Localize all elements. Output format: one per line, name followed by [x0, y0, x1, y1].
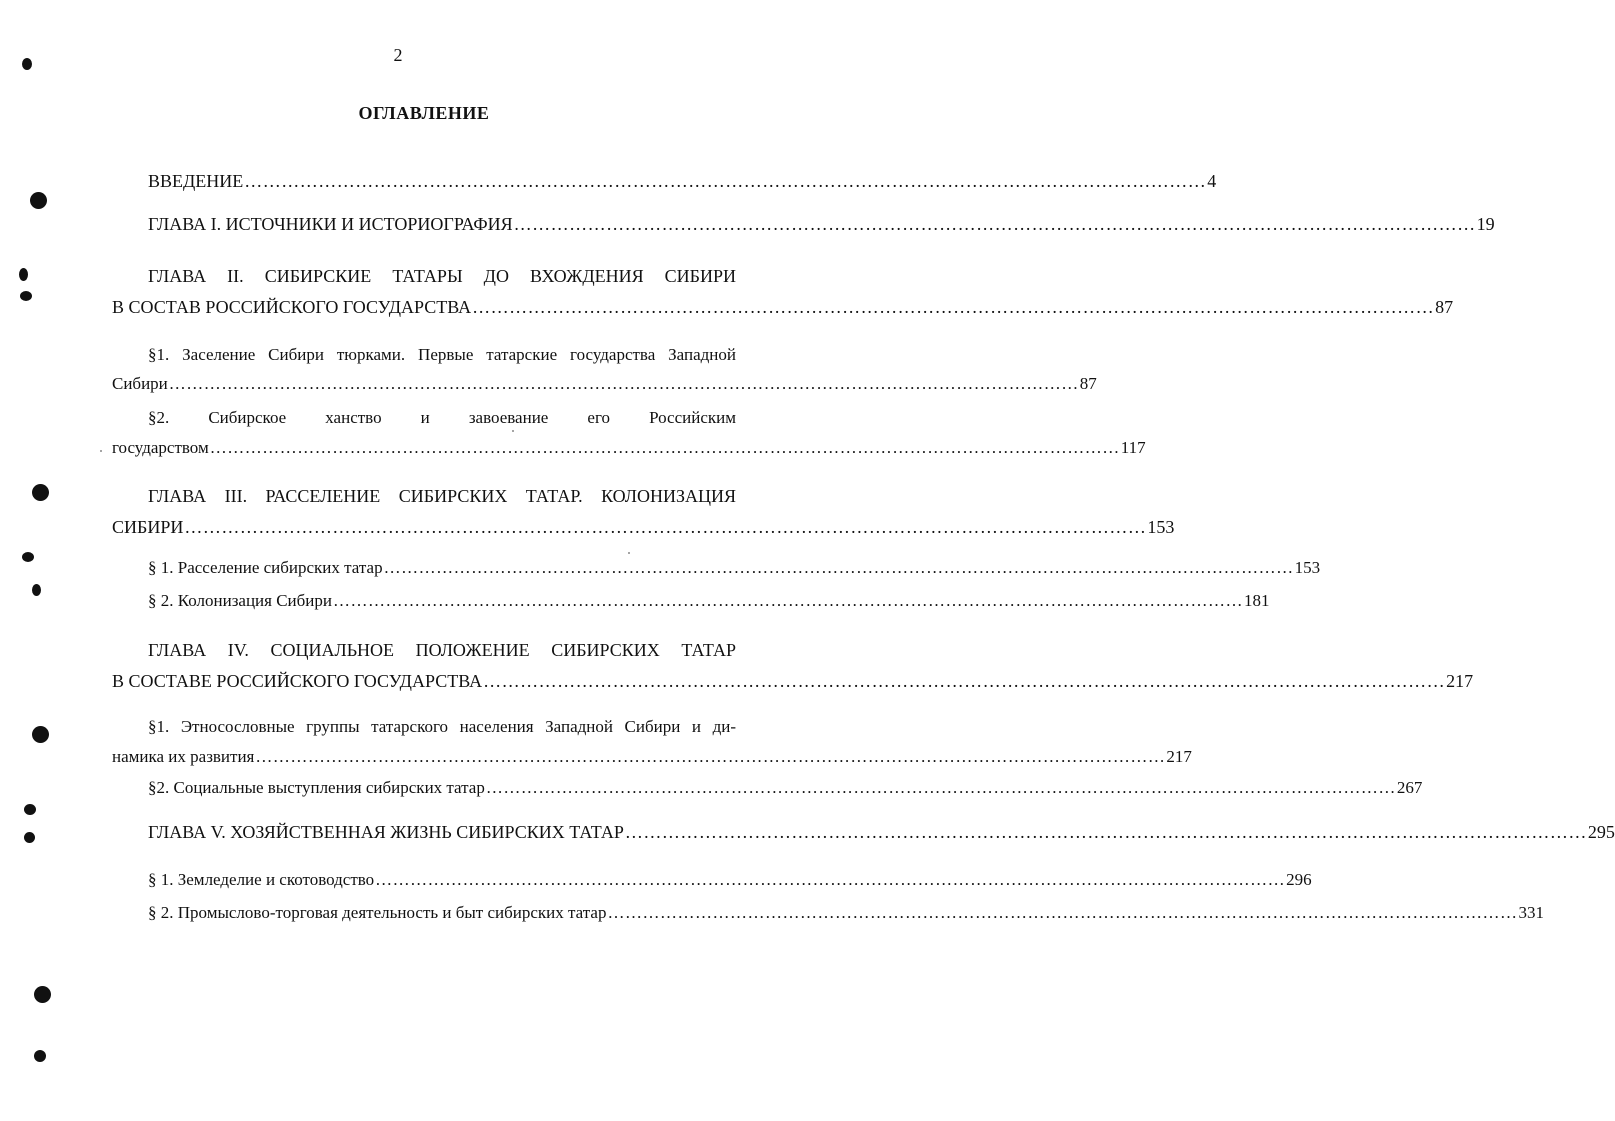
toc-label: § 1. Расселение сибирских татар [148, 558, 383, 577]
toc-entry-chapter-1[interactable] [148, 214, 1495, 234]
dot-leader: ………………………………………………………………………………………………………………………………………… [168, 374, 1079, 393]
toc-page-number: 117 [1120, 438, 1146, 457]
dot-leader: ………………………………………………………………………………………………………………………………………… [375, 870, 1286, 889]
binder-hole [34, 986, 51, 1003]
toc-entry-section-2-2[interactable] [112, 403, 1146, 463]
toc-page-number: 267 [1396, 778, 1423, 797]
toc-label: § 1. Земледелие и скотоводство [148, 870, 375, 889]
dot-leader: ………………………………………………………………………………………………………………………………………… [485, 778, 1396, 797]
dot-leader: ………………………………………………………………………………………………………………………………………… [483, 671, 1446, 691]
toc-label-line: СИБИРИ [112, 517, 184, 537]
toc-page-number: 217 [1166, 747, 1192, 766]
binder-mark [22, 552, 34, 562]
scan-speck [100, 450, 102, 452]
toc-label-line: §1. Заселение Сибири тюрками. Первые татарские государства Западной [148, 345, 736, 364]
toc-label-line: ГЛАВА II. СИБИРСКИЕ ТАТАРЫ ДО ВХОЖДЕНИЯ СИБИРИ [148, 266, 736, 286]
toc-entry-chapter-2[interactable] [112, 261, 1454, 323]
toc-entry-chapter-3[interactable] [112, 481, 1175, 543]
toc-entry-section-5-1[interactable] [148, 870, 1312, 890]
toc-label-line: §2. Сибирское ханство и завоевание его Российским [148, 408, 736, 427]
toc-label-line: В СОСТАВ РОССИЙСКОГО ГОСУДАРСТВА [112, 297, 472, 317]
toc-page-number: 153 [1147, 517, 1175, 537]
toc-label: ГЛАВА V. ХОЗЯЙСТВЕННАЯ ЖИЗНЬ СИБИРСКИХ ТАТАР [148, 822, 624, 842]
toc-page-number: 153 [1294, 558, 1321, 577]
toc-label: § 2. Колонизация Сибири [148, 591, 333, 610]
toc-page-number: 87 [1435, 297, 1454, 317]
toc-entry-chapter-5[interactable] [148, 822, 1615, 842]
toc-page-number: 296 [1286, 870, 1312, 889]
toc-label-line: §1. Этносословные группы татарского населения Западной Сибири и ди- [148, 717, 736, 736]
binder-hole [30, 192, 47, 209]
binder-mark [32, 584, 41, 596]
toc-label: § 2. Промыслово-торговая деятельность и быт сибирских татар [148, 903, 607, 922]
dot-leader: ………………………………………………………………………………………………………………………………………… [209, 438, 1120, 457]
toc-label-line: ГЛАВА IV. СОЦИАЛЬНОЕ ПОЛОЖЕНИЕ СИБИРСКИХ ТАТАР [148, 640, 736, 660]
toc-entry-section-4-1[interactable] [112, 712, 1192, 772]
toc-label: ГЛАВА I. ИСТОЧНИКИ И ИСТОРИОГРАФИЯ [148, 214, 513, 234]
dot-leader: ………………………………………………………………………………………………………………………………………… [472, 297, 1435, 317]
page-title: ОГЛАВЛЕНИЕ [358, 103, 490, 123]
dot-leader: ………………………………………………………………………………………………………………………………………… [184, 517, 1147, 537]
toc-page-number: 217 [1446, 671, 1474, 691]
binder-mark [20, 291, 32, 301]
toc-entry-section-3-2[interactable] [148, 591, 1270, 611]
toc-label: ВВЕДЕНИЕ [148, 171, 244, 191]
toc-label-line: ГЛАВА III. РАССЕЛЕНИЕ СИБИРСКИХ ТАТАР. КОЛОНИЗАЦИЯ [148, 486, 736, 506]
binder-mark [34, 1050, 46, 1062]
page-number: 2 [393, 45, 403, 65]
toc-entry-section-4-2[interactable] [148, 778, 1423, 798]
toc-entry-section-5-2[interactable] [148, 903, 1544, 923]
dot-leader: ………………………………………………………………………………………………………………………………………… [255, 747, 1166, 766]
dot-leader: ………………………………………………………………………………………………………………………………………… [624, 822, 1587, 842]
dot-leader: ………………………………………………………………………………………………………………………………………… [244, 171, 1207, 191]
binder-mark [24, 804, 36, 815]
toc-entry-section-3-1[interactable] [148, 558, 1321, 578]
toc-entry-introduction[interactable] [148, 171, 1217, 191]
binder-hole [32, 726, 49, 743]
dot-leader: ………………………………………………………………………………………………………………………………………… [383, 558, 1294, 577]
toc-entry-chapter-4[interactable] [112, 635, 1474, 697]
scan-speck [628, 552, 630, 554]
toc-page-number: 331 [1518, 903, 1544, 922]
toc-label-line: В СОСТАВЕ РОССИЙСКОГО ГОСУДАРСТВА [112, 671, 483, 691]
toc-label: §2. Социальные выступления сибирских татар [148, 778, 485, 797]
binder-mark [19, 268, 28, 281]
toc-page-number: 295 [1587, 822, 1615, 842]
toc-page-number: 87 [1079, 374, 1097, 393]
binder-hole [32, 484, 49, 501]
toc-page-number: 19 [1476, 214, 1495, 234]
dot-leader: ………………………………………………………………………………………………………………………………………… [513, 214, 1476, 234]
toc-label-line: Сибири [112, 374, 168, 393]
binder-mark [24, 832, 35, 843]
toc-page-number: 181 [1244, 591, 1270, 610]
toc-page-number: 4 [1207, 171, 1217, 191]
dot-leader: ………………………………………………………………………………………………………………………………………… [333, 591, 1244, 610]
toc-entry-section-2-1[interactable] [112, 340, 1097, 398]
dot-leader: ………………………………………………………………………………………………………………………………………… [607, 903, 1518, 922]
toc-label-line: намика их развития [112, 747, 255, 766]
toc-label-line: государством [112, 438, 209, 457]
